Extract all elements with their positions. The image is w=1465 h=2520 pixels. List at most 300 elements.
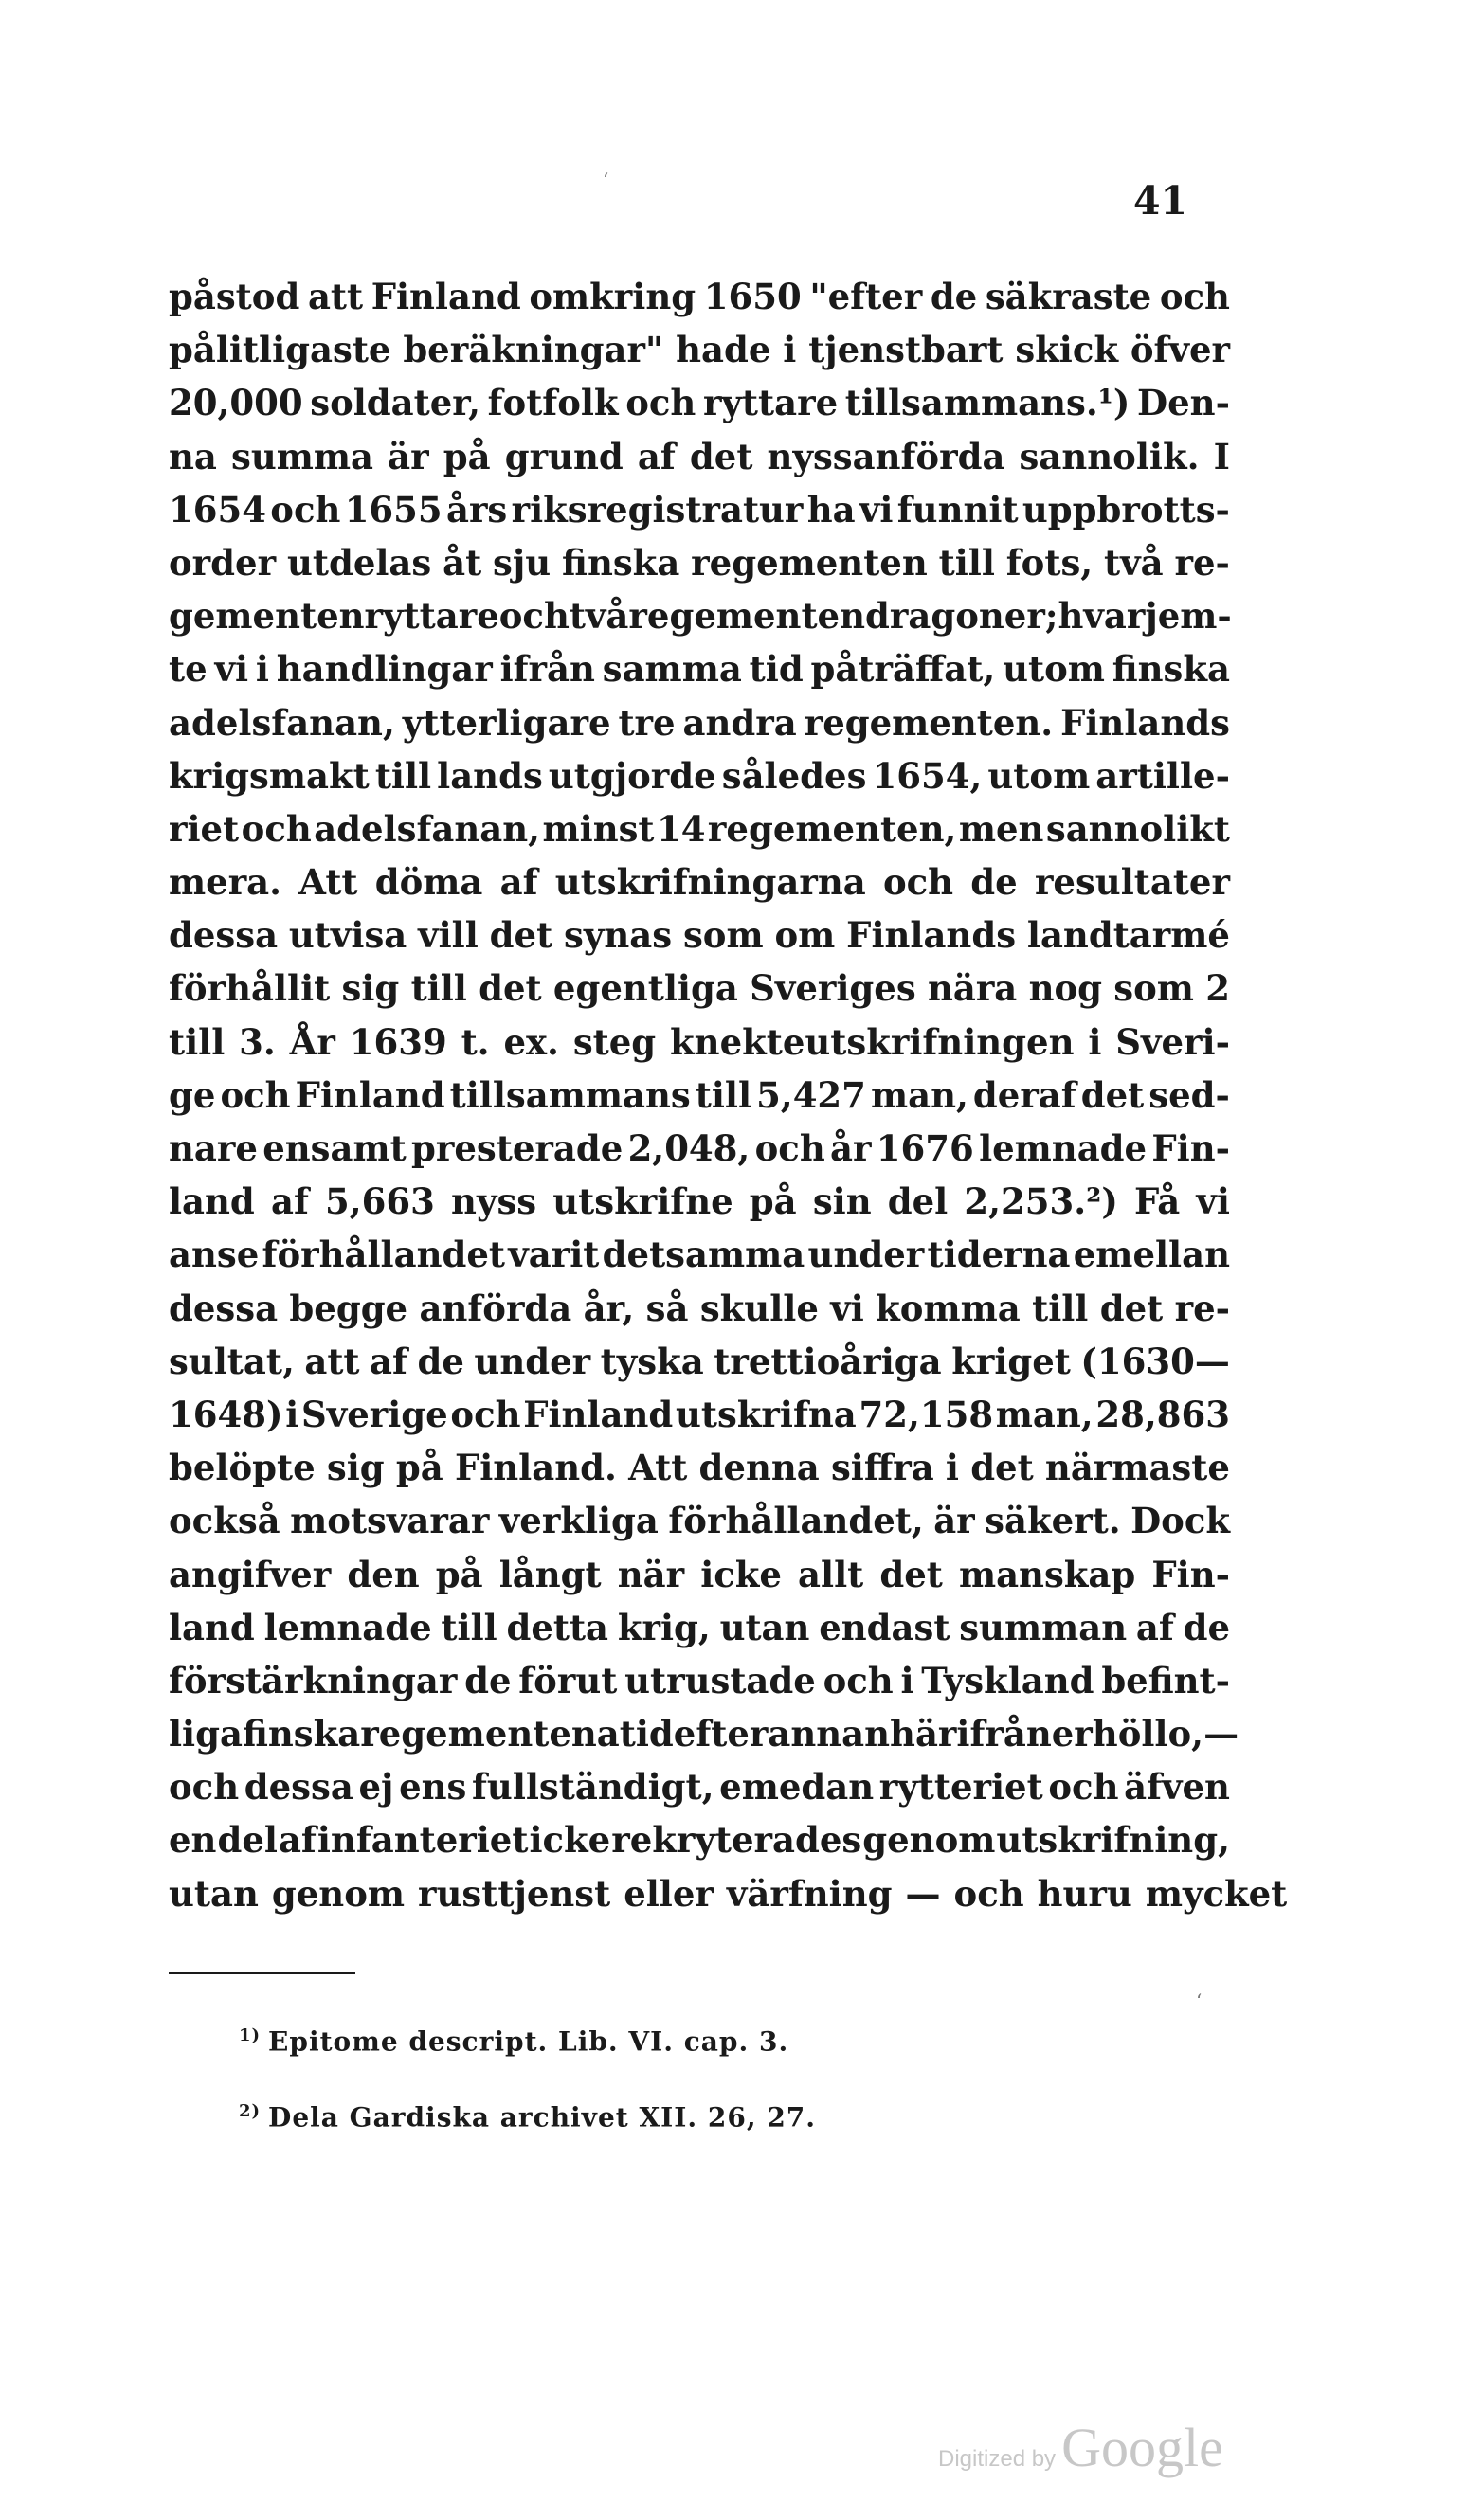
word: minst [542, 807, 655, 850]
word: steg [572, 1020, 657, 1063]
word: den [347, 1553, 420, 1595]
word: sultat, [169, 1340, 295, 1382]
word: annan [768, 1713, 891, 1755]
word: vill [418, 914, 479, 957]
word: utskrifningarna [554, 861, 866, 904]
word: del [217, 1819, 278, 1862]
word: Att [298, 861, 358, 904]
word: Finlands [1060, 701, 1230, 744]
word: emellan [1073, 1233, 1230, 1276]
footnote-2-marker: 2) [239, 2101, 262, 2121]
text-line [169, 749, 1230, 802]
word: det [489, 914, 553, 957]
word: och [220, 1073, 291, 1116]
footnote-1-marker: 1) [239, 2025, 262, 2045]
word: te [169, 648, 208, 691]
word: "efter [809, 276, 923, 317]
word: och [169, 1766, 240, 1809]
word: tid [619, 1713, 674, 1755]
word: också [169, 1500, 280, 1542]
word: i [945, 1447, 959, 1489]
footnote-2 [239, 2103, 816, 2131]
word: om [774, 914, 836, 957]
word: ifrån [499, 648, 595, 691]
word: ens [399, 1766, 467, 1809]
word: vi [1196, 1180, 1230, 1223]
word: I [1213, 435, 1230, 477]
word: summan [959, 1606, 1128, 1648]
word: att [307, 276, 364, 317]
word: ryttare [702, 382, 839, 424]
word: af [370, 1340, 407, 1382]
word: är [933, 1500, 975, 1542]
word: liga [169, 1713, 243, 1755]
word: värfning [726, 1872, 893, 1915]
word: åt [443, 541, 482, 584]
word: Den- [1137, 382, 1230, 424]
word: ensamt [262, 1127, 407, 1169]
word: — [1203, 1713, 1239, 1755]
word: summa [231, 435, 374, 477]
word: de [930, 276, 978, 317]
word: — [905, 1872, 941, 1915]
word: utan [719, 1606, 810, 1648]
word: 1676 [876, 1127, 974, 1169]
word: påstod [169, 276, 300, 317]
word: grund [504, 435, 624, 477]
word: omkring [529, 276, 696, 317]
word: na [169, 435, 217, 477]
word: utdelas [286, 541, 432, 584]
word: eller [624, 1872, 714, 1915]
word: som [682, 914, 764, 957]
word: äfven [1124, 1766, 1230, 1809]
word: att [304, 1340, 360, 1382]
word: ge [169, 1073, 216, 1116]
word: 5,427 [756, 1073, 866, 1116]
word: ryttare [364, 595, 499, 638]
word: på [395, 1447, 443, 1489]
word: mycket [1145, 1872, 1288, 1915]
word: landtarmé [1026, 914, 1230, 957]
word: deraf [972, 1073, 1076, 1116]
word: 20,000 [169, 382, 303, 424]
word: till [410, 967, 467, 1010]
word: skick [1015, 329, 1119, 371]
word: utskrifna [675, 1393, 857, 1435]
word: förhållandet, [668, 1500, 924, 1542]
word: endast [819, 1606, 950, 1648]
text-line [169, 1760, 1230, 1813]
word: angifver [169, 1553, 332, 1595]
word: del [887, 1180, 949, 1223]
word: egentliga [552, 967, 738, 1010]
word: och [498, 595, 570, 638]
page-number: 41 [1133, 178, 1188, 224]
word: handlingar [276, 648, 493, 691]
word: och [270, 488, 341, 531]
text-line [169, 536, 1230, 589]
word: beräkningar" [403, 329, 664, 371]
word: till [374, 754, 432, 797]
word: till [169, 1020, 226, 1063]
word: under [807, 1233, 925, 1276]
word: 2 [1205, 967, 1230, 1010]
word: i [255, 648, 269, 691]
word: sannolikt [1045, 807, 1230, 850]
word: regementen. [804, 701, 1054, 744]
word: så [645, 1287, 689, 1329]
word: Finland [523, 1393, 674, 1435]
word: skulle [699, 1287, 819, 1329]
word: 28,863 [1095, 1393, 1230, 1435]
google-logo: Google [1061, 2417, 1223, 2478]
word: år [830, 1127, 872, 1169]
word: funnit [896, 488, 1019, 531]
word: 1639 [349, 1020, 447, 1063]
word: nära [927, 967, 1018, 1010]
word: verkliga [498, 1500, 659, 1542]
word: sig [326, 1447, 385, 1489]
word: sannolik. [1019, 435, 1200, 477]
word: dragoner; [865, 595, 1058, 638]
text-line [169, 802, 1230, 855]
word: två [569, 595, 629, 638]
text-line [169, 1228, 1230, 1281]
word: land [169, 1180, 255, 1223]
word: befint- [1101, 1659, 1230, 1701]
word: till [1032, 1287, 1089, 1329]
footnote-divider [169, 1972, 355, 1974]
word: af [278, 1819, 317, 1862]
word: vi [214, 648, 249, 691]
word: detsamma [602, 1233, 805, 1276]
word: två [1104, 541, 1164, 584]
word: lemnade [979, 1127, 1148, 1169]
word: det [479, 967, 542, 1010]
word: tiderna [927, 1233, 1071, 1276]
word: rekryterades [611, 1819, 862, 1862]
word: Finland [371, 276, 521, 317]
word: re- [1174, 541, 1230, 584]
word: finska [1112, 648, 1230, 691]
word: emedan [719, 1766, 875, 1809]
text-line [169, 1867, 1288, 1920]
word: under [474, 1340, 591, 1382]
text-line [169, 1654, 1230, 1707]
word: manskap [958, 1553, 1136, 1595]
word: detta [506, 1606, 609, 1648]
word: till [695, 1073, 752, 1116]
word: närmaste [1044, 1447, 1230, 1489]
word: Sverige [300, 1393, 448, 1435]
word: samma [602, 648, 742, 691]
word: nyss [451, 1180, 537, 1223]
word: regementen [628, 595, 865, 638]
word: års [445, 488, 508, 531]
word: 1648) [169, 1393, 283, 1435]
word: det [1080, 1073, 1145, 1116]
word: tjenstbart [808, 329, 1004, 371]
word: och [953, 1872, 1024, 1915]
word: till [938, 541, 995, 584]
word: 1655 [344, 488, 443, 531]
word: pålitligaste [169, 329, 391, 371]
word: t. [461, 1020, 490, 1063]
word: Finlands [846, 914, 1017, 957]
word: de [970, 861, 1018, 904]
word: härifrån [890, 1713, 1052, 1755]
text-line [169, 1813, 1230, 1866]
word: Finland. [454, 1447, 617, 1489]
word: trettioåriga [714, 1340, 942, 1382]
word: 5,663 [325, 1180, 435, 1223]
text-line [169, 1122, 1230, 1175]
word: re- [1174, 1287, 1230, 1329]
word: och [754, 1127, 825, 1169]
word: sig [341, 967, 400, 1010]
word: vi [830, 1287, 864, 1329]
text-line [169, 483, 1230, 536]
word: till [441, 1606, 497, 1648]
word: man, [870, 1073, 968, 1116]
word: anse [169, 1233, 260, 1276]
word: utskrifning, [996, 1819, 1230, 1862]
word: land [169, 1606, 255, 1648]
word: mera. [169, 861, 282, 904]
stray-mark: ʻ [603, 169, 609, 191]
word: dessa [169, 914, 279, 957]
word: allt [798, 1553, 864, 1595]
text-line [169, 589, 1230, 642]
word: på [443, 435, 491, 477]
word: af [270, 1180, 309, 1223]
word: Dock [1130, 1500, 1230, 1542]
word: 1654 [169, 488, 266, 531]
word: är [388, 435, 429, 477]
word: en [169, 1819, 217, 1862]
word: uppbrotts- [1022, 488, 1230, 531]
word: på [749, 1180, 797, 1223]
word: gementen [169, 595, 365, 638]
text-line [169, 909, 1230, 962]
word: krig, [617, 1606, 711, 1648]
word: infanteriet [317, 1819, 529, 1862]
word: och [625, 382, 696, 424]
word: 3. [239, 1020, 276, 1063]
word: förhållandet [262, 1233, 505, 1276]
word: och [241, 807, 312, 850]
word: man, [995, 1393, 1094, 1435]
text-line [169, 1388, 1230, 1441]
word: och [823, 1659, 894, 1701]
footnote-1 [239, 2025, 789, 2058]
word: regementena [360, 1713, 620, 1755]
word: hade [676, 329, 771, 371]
text-line [169, 1016, 1230, 1069]
word: adelsfanan, [169, 701, 395, 744]
word: och [1159, 276, 1230, 317]
word: icke [700, 1553, 782, 1595]
word: riet [169, 807, 240, 850]
text-line [169, 1175, 1230, 1228]
word: af [499, 861, 538, 904]
word: på [435, 1553, 483, 1595]
word: tre [618, 701, 676, 744]
word: år, [583, 1287, 635, 1329]
word: nog [1028, 967, 1103, 1010]
word: af [1135, 1606, 1174, 1648]
word: ej [358, 1766, 394, 1809]
word: 1654, [872, 754, 983, 797]
text-line [169, 376, 1230, 429]
word: varit [508, 1233, 600, 1276]
word: resultater [1034, 861, 1230, 904]
text-line [169, 642, 1230, 695]
word: i [285, 1393, 299, 1435]
word: och [882, 861, 954, 904]
word: i [1088, 1020, 1102, 1063]
word: och [1048, 1766, 1119, 1809]
word: utskrifne [552, 1180, 733, 1223]
word: förut [518, 1659, 618, 1701]
word: utom [1003, 648, 1105, 691]
text-line [169, 1335, 1230, 1388]
word: Att [628, 1447, 688, 1489]
word: finska [562, 541, 680, 584]
word: order [169, 541, 277, 584]
word: långt [498, 1553, 602, 1595]
word: 14 [656, 807, 706, 850]
word: de [417, 1340, 464, 1382]
word: utrustade [624, 1659, 816, 1701]
word: År [289, 1020, 335, 1063]
text-line [169, 962, 1230, 1015]
word: artille- [1095, 754, 1230, 797]
word: utan [169, 1872, 259, 1915]
word: nyssanförda [767, 435, 1005, 477]
word: adelsfanan, [314, 807, 541, 850]
word: motsvarar [290, 1500, 490, 1542]
word: finska [242, 1713, 361, 1755]
word: 2,253.²) [964, 1180, 1118, 1223]
word: säkert. [985, 1500, 1121, 1542]
word: det [689, 435, 753, 477]
word: i [900, 1659, 914, 1701]
word: således [721, 754, 867, 797]
word: 1650 [703, 276, 802, 317]
word: krigsmakt [169, 754, 370, 797]
word: dessa [244, 1766, 353, 1809]
word: Fin- [1151, 1553, 1230, 1595]
word: lands [437, 754, 543, 797]
word: begge [289, 1287, 408, 1329]
word: tid [749, 648, 804, 691]
word: ytterligare [402, 701, 611, 744]
word: ha [806, 488, 856, 531]
word: Få [1134, 1180, 1181, 1223]
word: öfver [1130, 329, 1230, 371]
word: genom [862, 1819, 996, 1862]
word: tillsammans [449, 1073, 691, 1116]
word: i [783, 329, 797, 371]
word: anförda [419, 1287, 572, 1329]
word: dessa [169, 1287, 279, 1329]
word: erhöllo, [1051, 1713, 1204, 1755]
word: Finland [295, 1073, 445, 1116]
word: icke [529, 1819, 611, 1862]
word: när [617, 1553, 685, 1595]
word: som [1113, 967, 1194, 1010]
digitized-by-google-watermark [938, 2416, 1223, 2479]
word: det [879, 1553, 943, 1595]
word: hvarjem- [1058, 595, 1232, 638]
word: fotfolk [487, 382, 619, 424]
word: det [970, 1447, 1034, 1489]
word: Fin- [1151, 1127, 1230, 1169]
word: synas [564, 914, 673, 957]
word: belöpte [169, 1447, 316, 1489]
text-line [169, 430, 1230, 483]
word: de [1183, 1606, 1230, 1648]
text-line [169, 1707, 1239, 1760]
word: komma [876, 1287, 1021, 1329]
word: sju [493, 541, 552, 584]
word: det [1099, 1287, 1164, 1329]
word: nare [169, 1127, 258, 1169]
word: (1630— [1080, 1340, 1230, 1382]
word: Tyskland [921, 1659, 1094, 1701]
word: riksregistratur [511, 488, 804, 531]
stray-mark: ʻ [1196, 1989, 1203, 2012]
word: denna [698, 1447, 820, 1489]
text-line [169, 1601, 1230, 1654]
word: Sveri- [1115, 1020, 1230, 1063]
word: ex. [503, 1020, 559, 1063]
word: knekteutskrifningen [670, 1020, 1075, 1063]
word: regementen, [707, 807, 957, 850]
word: 2,048, [627, 1127, 751, 1169]
word: rusttjenst [418, 1872, 611, 1915]
word: efter [673, 1713, 769, 1755]
word: Sveriges [750, 967, 916, 1010]
word: lemnade [263, 1606, 432, 1648]
text-line [169, 696, 1230, 749]
word: tillsammans.¹) [844, 382, 1130, 424]
word: rytteriet [878, 1766, 1043, 1809]
text-line [169, 1069, 1230, 1122]
word: förhållit [169, 967, 331, 1010]
word: vi [859, 488, 894, 531]
word: andra [682, 701, 797, 744]
word: men [958, 807, 1044, 850]
word: soldater, [310, 382, 480, 424]
word: huru [1037, 1872, 1132, 1915]
word: sed- [1148, 1073, 1230, 1116]
word: siffra [830, 1447, 934, 1489]
text-line [169, 270, 1230, 323]
word: genom [271, 1872, 406, 1915]
word: och [450, 1393, 521, 1435]
text-line [169, 1441, 1230, 1494]
word: döma [374, 861, 483, 904]
word: kriget [951, 1340, 1071, 1382]
word: påträffat, [810, 648, 996, 691]
text-line [169, 1494, 1230, 1547]
word: säkraste [985, 276, 1152, 317]
word: tyska [600, 1340, 704, 1382]
word: presterade [411, 1127, 624, 1169]
